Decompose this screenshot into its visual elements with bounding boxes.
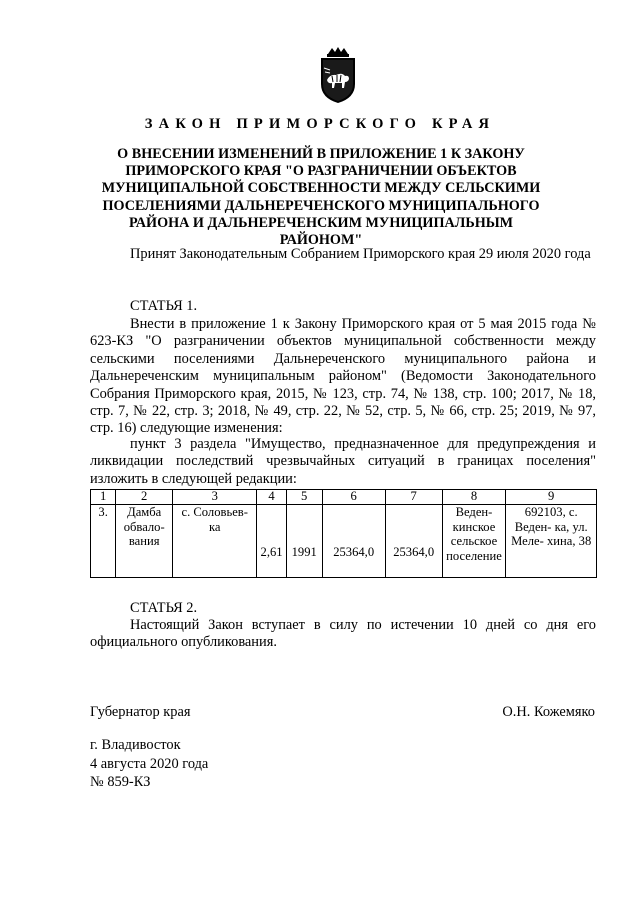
document-footer [90, 736, 208, 792]
table-cell-value: 25364,0 [322, 505, 385, 578]
table-header-cell: 9 [506, 490, 597, 505]
date: 4 августа 2020 года [90, 755, 209, 772]
article-2-text: Настоящий Закон вступает в силу по истечении 10 дней со дня его официального опубликования. [90, 617, 596, 651]
article-1-heading: СТАТЬЯ 1. [130, 298, 198, 314]
subtitle-line: ПРИМОРСКОГО КРАЯ "О РАЗГРАНИЧЕНИИ ОБЪЕКТОВ [125, 163, 517, 180]
table-header-cell: 5 [286, 490, 322, 505]
primorsky-coat-of-arms-icon [318, 46, 358, 104]
subtitle-line: О ВНЕСЕНИИ ИЗМЕНЕНИЙ В ПРИЛОЖЕНИЕ 1 К ЗАКОНУ [117, 146, 525, 162]
table-cell-object: Дамба обвало- вания [116, 505, 173, 578]
table-header-cell: 1 [91, 490, 116, 505]
article-2-heading: СТАТЬЯ 2. [130, 600, 198, 616]
table-header-cell: 2 [116, 490, 173, 505]
article-1-item: пункт 3 раздела "Имущество, предназначенное для предупреждения и ликвидации последствий чрезвычайных ситуаций в границах поселения" изложить в следующей редакции: [90, 436, 596, 487]
law-title: ЗАКОН ПРИМОРСКОГО КРАЯ [144, 116, 496, 132]
table-header-cell: 6 [322, 490, 385, 505]
signatory-position: Губернатор края [90, 704, 191, 720]
table-header-row [91, 490, 597, 505]
subtitle-line: РАЙОНА И ДАЛЬНЕРЕЧЕНСКИМ МУНИЦИПАЛЬНЫМ РАЙОНОМ" [128, 214, 514, 249]
table-header-cell: 3 [173, 490, 257, 505]
table-header-cell: 7 [385, 490, 442, 505]
table-cell-location: с. Соловьев- ка [173, 505, 257, 578]
adoption-note: Принят Законодательным Собранием Приморского края 29 июля 2020 года [130, 246, 591, 262]
table-cell-number: 3. [91, 505, 116, 578]
city: г. Владивосток [90, 737, 181, 753]
signatory-name: О.Н. Кожемяко [502, 704, 595, 720]
law-number: № 859-КЗ [90, 774, 151, 790]
table-cell-address: 692103, с. Веден- ка, ул. Меле- хина, 38 [506, 505, 597, 578]
amendment-table [90, 489, 597, 578]
article-1-text: Внести в приложение 1 к Закону Приморского края от 5 мая 2015 года № 623-КЗ "О разграничении объектов муниципальной собственности между сельскими поселениями Дальнереченского муниципального района и Дальнереченским муниципальным районом" (Ведомости Законодательного Собрания Приморского края, 2015, № 123, стр. 74, № 138, стр. 100; 2017, № 18, стр. 7, № 22, стр. 3; 2018, № 49, стр. 22, № 52, стр. 5, № 66, стр. 25; 2019, № 97, стр. 16) следующие изменения: [90, 316, 596, 437]
law-subtitle [96, 146, 546, 249]
table-header-cell: 8 [442, 490, 506, 505]
table-header-cell: 4 [257, 490, 286, 505]
table-row [91, 505, 597, 578]
subtitle-line: ПОСЕЛЕНИЯМИ ДАЛЬНЕРЕЧЕНСКОГО МУНИЦИПАЛЬНОГО [102, 197, 540, 214]
subtitle-line: МУНИЦИПАЛЬНОЙ СОБСТВЕННОСТИ МЕЖДУ СЕЛЬСКИМИ [101, 180, 541, 197]
table-cell-year: 1991 [286, 505, 322, 578]
table-cell-length: 2,61 [257, 505, 286, 578]
table-cell-owner: Веден- кинское сельское поселение [442, 505, 506, 578]
table-cell-residual-value: 25364,0 [385, 505, 442, 578]
